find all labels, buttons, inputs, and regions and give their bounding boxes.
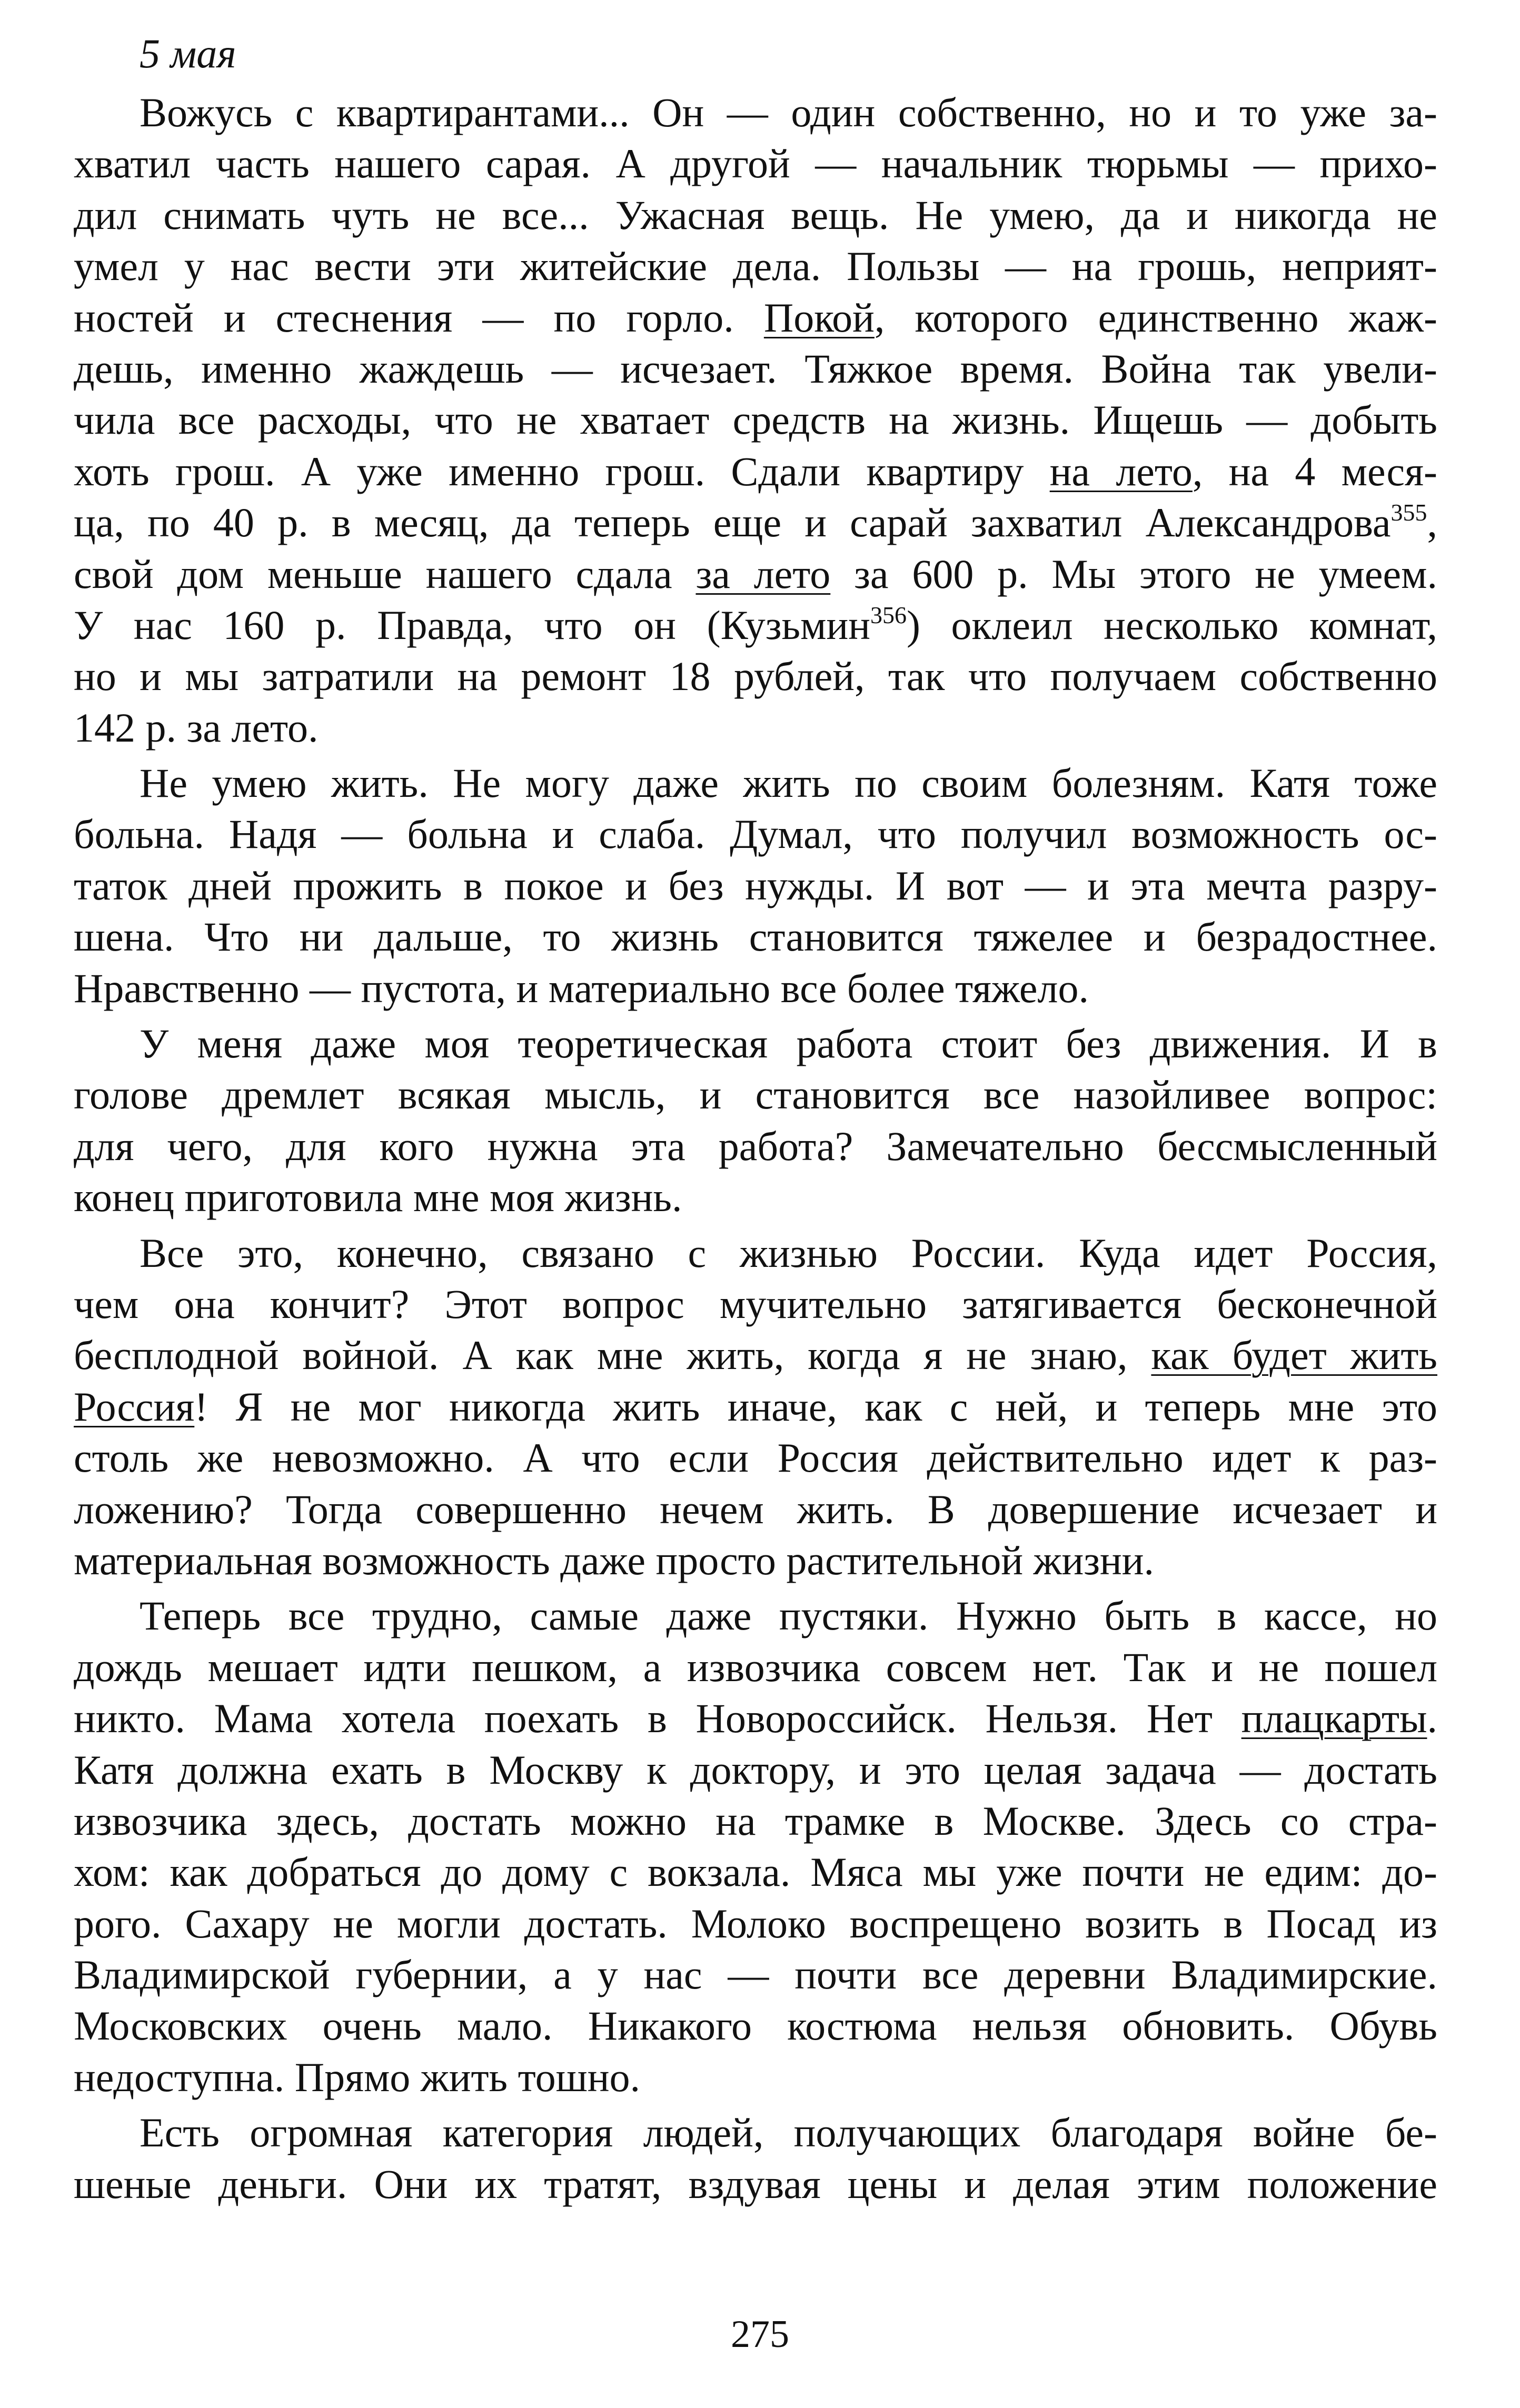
text-line: Московских очень мало. Никакого костюма нельзя обновить. Обувь (74, 2003, 1437, 2049)
paragraph-5 (74, 1590, 1437, 2103)
text-fragment: . (1427, 1695, 1437, 1742)
text-line: ложению? Тогда совершенно нечем жить. В довершение исчезает и (74, 1486, 1437, 1532)
page-number: 275 (731, 2313, 789, 2356)
text-line: извозчика здесь, достать можно на трамке в Москве. Здесь со стра- (74, 1797, 1437, 1844)
text-line: Не умею жить. Не могу даже жить по своим болезням. Катя тоже (140, 760, 1437, 806)
text-line (74, 292, 1437, 343)
text-line: столь же невозможно. А что если Россия действительно идет к раз- (74, 1435, 1437, 1481)
text-line: дешь, именно жаждешь — исчезает. Тяжкое время. Война так увели- (74, 345, 1437, 392)
text-line (74, 1330, 1437, 1381)
text-fragment: никто. Мама хотела поехать в Новороссийск. Нельзя. Нет (74, 1695, 1241, 1742)
text-fragment: бесплодной войной. А как мне жить, когда я не знаю, (74, 1332, 1151, 1378)
text-line: У меня даже моя теоретическая работа стоит без движения. И в (140, 1021, 1437, 1067)
text-line: больна. Надя — больна и слаба. Думал, что получил возможность ос- (74, 811, 1437, 857)
footnote-ref-356: 356 (870, 601, 907, 628)
text-line: дил снимать чуть не все... Ужасная вещь. Не умею, да и никогда не (74, 192, 1437, 238)
text-fragment: за 600 р. Мы этого не умеем. (830, 551, 1437, 597)
text-line: конец приготовила мне моя жизнь. (74, 1174, 682, 1221)
text-line: чем она кончит? Этот вопрос мучительно затягивается бесконечной (74, 1281, 1437, 1327)
footnote-ref-355: 355 (1390, 499, 1427, 526)
text-line: материальная возможность даже просто растительной жизни. (74, 1537, 1155, 1583)
text-line: Теперь все трудно, самые даже пустяки. Нужно быть в кассе, но (140, 1593, 1437, 1639)
text-line: чила все расходы, что не хватает средств на жизнь. Ищешь — добыть (74, 397, 1437, 443)
paragraph-4 (74, 1227, 1437, 1586)
text-line: умел у нас вести эти житейские дела. Пользы — на грошь, неприят- (74, 243, 1437, 289)
paragraph-2 (74, 757, 1437, 1014)
text-line (74, 1693, 1437, 1744)
underlined-word: Покой (763, 294, 875, 341)
text-line: для чего, для кого нужна эта работа? Замечательно бессмысленный (74, 1123, 1437, 1169)
text-line (74, 599, 1437, 651)
paragraph-1 (74, 87, 1437, 753)
date-heading: 5 мая (140, 31, 236, 76)
text-line: хом: как добраться до дому с вокзала. Мяса мы уже почти не едим: до- (74, 1849, 1437, 1895)
text-fragment: ! Я не мог никогда жить иначе, как с ней, и теперь мне это (194, 1383, 1437, 1430)
page-body (74, 87, 1437, 2210)
text-line (74, 1381, 1437, 1432)
text-line: Катя должна ехать в Москву к доктору, и это целая задача — достать (74, 1746, 1437, 1793)
text-line: шеные деньги. Они их тратят, вздувая цены и делая этим положение (74, 2161, 1437, 2207)
text-line: голове дремлет всякая мысль, и становится все назойливее вопрос: (74, 1072, 1437, 1118)
text-line: хватил часть нашего сарая. А другой — начальник тюрьмы — прихо- (74, 141, 1437, 187)
text-line: дождь мешает идти пешком, а извозчика совсем нет. Так и не пошел (74, 1644, 1437, 1690)
text-fragment: ностей и стеснения — по горло. (74, 294, 764, 341)
underlined-phrase: за лето (696, 551, 831, 597)
text-line: Все это, конечно, связано с жизнью России. Куда идет Россия, (140, 1230, 1437, 1276)
text-line (74, 446, 1437, 497)
text-line: шена. Что ни дальше, то жизнь становится тяжелее и безрадостнее. (74, 914, 1437, 960)
text-fragment: ца, по 40 р. в месяц, да теперь еще и сарай захватил Александрова (74, 499, 1391, 546)
text-line: таток дней прожить в покое и без нужды. И вот — и эта мечта разру- (74, 862, 1437, 908)
text-fragment: , (1427, 499, 1437, 546)
text-fragment: У нас 160 р. Правда, что он (Кузьмин (74, 602, 870, 648)
paragraph-6 (74, 2107, 1437, 2210)
paragraph-3 (74, 1018, 1437, 1223)
text-fragment: свой дом меньше нашего сдала (74, 551, 696, 597)
text-line: рого. Сахару не могли достать. Молоко воспрещено возить в Посад из (74, 1900, 1437, 1946)
text-line: недоступна. Прямо жить тошно. (74, 2054, 640, 2100)
text-line: Владимирской губернии, а у нас — почти все деревни Владимирские. (74, 1952, 1437, 1998)
text-fragment: ) оклеил несколько комнат, (906, 602, 1437, 648)
underlined-phrase: как будет жить (1151, 1332, 1438, 1378)
underlined-word: Россия (74, 1383, 195, 1430)
text-line: Вожусь с квартирантами... Он — один собственно, но и то уже за- (140, 89, 1437, 135)
text-line (74, 548, 1437, 599)
text-line: но и мы затратили на ремонт 18 рублей, так что получаем собственно (74, 653, 1437, 700)
text-line: Есть огромная категория людей, получающих благодаря войне бе- (140, 2110, 1437, 2156)
text-line: 142 р. за лето. (74, 704, 319, 751)
text-fragment: , которого единственно жаж- (874, 294, 1437, 341)
text-line: Нравственно — пустота, и материально все более тяжело. (74, 965, 1089, 1011)
text-fragment: хоть грош. А уже именно грош. Сдали квартиру (74, 448, 1050, 494)
text-line (74, 497, 1437, 548)
underlined-phrase: на лето (1049, 448, 1193, 494)
text-fragment: , на 4 меся- (1192, 448, 1437, 494)
underlined-word: плацкарты (1241, 1695, 1427, 1742)
